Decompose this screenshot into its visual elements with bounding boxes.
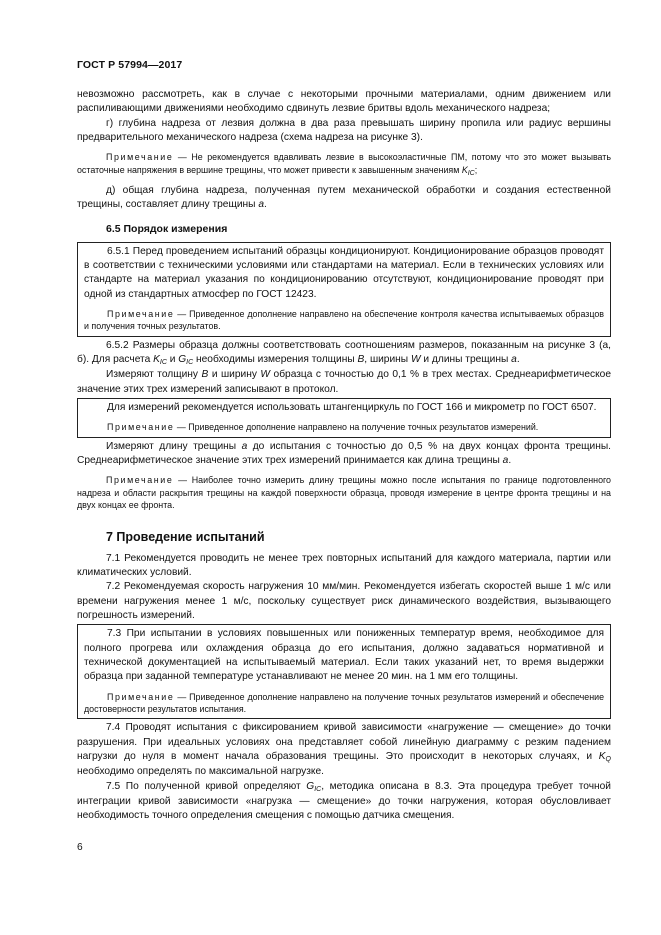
paragraph-continuation: невозможно рассмотреть, как в случае с некоторыми прочными материалами, одним движением или распиливающими движениями необходимо сдвинуть лезвие бритвы вдоль механического надреза; bbox=[77, 89, 611, 115]
paragraph-7-4: 7.4 Проводят испытания с фиксированием кривой зависимости «нагружение — смещение» до точки разрушения. При идеальных условиях она представляет собой линейную диаграмму с резким падением нагрузки до нуля в момент начала образования трещины. Это происходит в некоторых случаях, и KQ необходимо определять по максимальной нагрузке. bbox=[77, 722, 611, 778]
note-7-3: Примечание — Приведенное дополнение направлено на получение точных результатов измерений и обеспечение достоверности результатов испытания. bbox=[84, 691, 604, 714]
section-6-5-heading: 6.5 Порядок измерения bbox=[106, 222, 228, 235]
page-header-doc-id: ГОСТ Р 57994—2017 bbox=[77, 59, 183, 71]
section-7-heading: 7 Проведение испытаний bbox=[106, 529, 265, 544]
note-instruments: Примечание — Приведенное дополнение направлено на получение точных результатов измерений. bbox=[107, 422, 539, 433]
paragraph-measure-crack: Измеряют длину трещины a до испытания с точностью до 0,5 % на двух концах фронта трещины. Среднеарифметическое значение этих трех измерений принимается как длина трещины a. bbox=[77, 440, 611, 467]
paragraph-7-1: 7.1 Рекомендуется проводить не менее трех повторных испытаний для каждого материала, партии или климатических условий. bbox=[77, 552, 611, 579]
note-6-5-1: Примечание — Приведенное дополнение направлено на обеспечение контроля качества испытываемых образцов и получения точных результатов. bbox=[84, 309, 604, 332]
paragraph-6-5-2: 6.5.2 Размеры образца должны соответствовать соотношениям размеров, показанным на рисунке 3 (а, б). Для расчета KIC и GIC необходимы измерения толщины B, ширины W и длины трещины a. bbox=[77, 339, 611, 367]
paragraph-7-5: 7.5 По полученной кривой определяют GIC, методика описана в 8.3. Эта процедура требует точной интеграции кривой зависимости «нагрузка — смещение» до точки нагружения, которая обусловливает необходимость точного определения смещения с помощью датчика смещения. bbox=[77, 780, 611, 822]
boxed-addition-6-5-1 bbox=[77, 242, 611, 337]
boxed-addition-instruments bbox=[77, 398, 611, 438]
paragraph-7-2: 7.2 Рекомендуемая скорость нагружения 10 мм/мин. Рекомендуется избегать скоростей выше 1 м/с или времени нагружения менее 1 м/с, поскольку существует риск динамического воздействия, вызывающего погрешность измерений. bbox=[77, 581, 611, 622]
page-number: 6 bbox=[77, 842, 83, 853]
paragraph-7-3: 7.3 При испытании в условиях повышенных или пониженных температур время, необходимое для полного прогрева или охлаждения образца до его испытания, должно задаваться нормативной и технической документацией на испытываемый материал. Если таких указаний нет, то время выдержки образца при заданной температуре устанавливают не менее 20 мин. на 1 мм его толщины. bbox=[84, 628, 604, 683]
paragraph-item-d: д) общая глубина надреза, полученная путем механической обработки и создания естественной трещины, составляет длину трещины a. bbox=[77, 185, 611, 211]
page-content bbox=[77, 88, 611, 823]
paragraph-6-5-1: 6.5.1 Перед проведением испытаний образцы кондиционируют. Кондиционирование образцов проводят в соответствии с техническими условиями или стандартами на материал. Если в технических условиях или стандарте на материал указания по кондиционированию отсутствуют, кондиционирование проводят при одной из стандартных атмосфер по ГОСТ 12423. bbox=[84, 245, 604, 300]
note-label: Примечание bbox=[106, 152, 174, 163]
note-crack-length: Примечание — Наиболее точно измерить длину трещины можно после испытания по границе подготовленного надреза и области раскрытия трещины на каждой поверхности образца, проводя измерение в центре фронта трещины и на двух концах ее фронта. bbox=[77, 475, 611, 511]
note-blade: Примечание — Не рекомендуется вдавливать лезвие в высокоэластичные ПМ, потому что это может вызывать остаточные напряжения в вершине трещины, что может привести к завышенным значениям $K_{IC}$; bbox=[77, 152, 611, 177]
paragraph-item-g: г) глубина надреза от лезвия должна в два раза превышать ширину пропила или радиус вершины предварительного механического надреза (схема надреза на рисунке 3). bbox=[77, 117, 611, 143]
paragraph-instruments: Для измерений рекомендуется использовать штангенциркуль по ГОСТ 166 и микрометр по ГОСТ 6507. bbox=[107, 402, 597, 414]
boxed-addition-7-3 bbox=[77, 624, 611, 719]
paragraph-measure-thickness: Измеряют толщину B и ширину W образца с точностью до 0,1 % в трех местах. Среднеарифметическое значение этих трех измерений записывают в протокол. bbox=[77, 369, 611, 395]
